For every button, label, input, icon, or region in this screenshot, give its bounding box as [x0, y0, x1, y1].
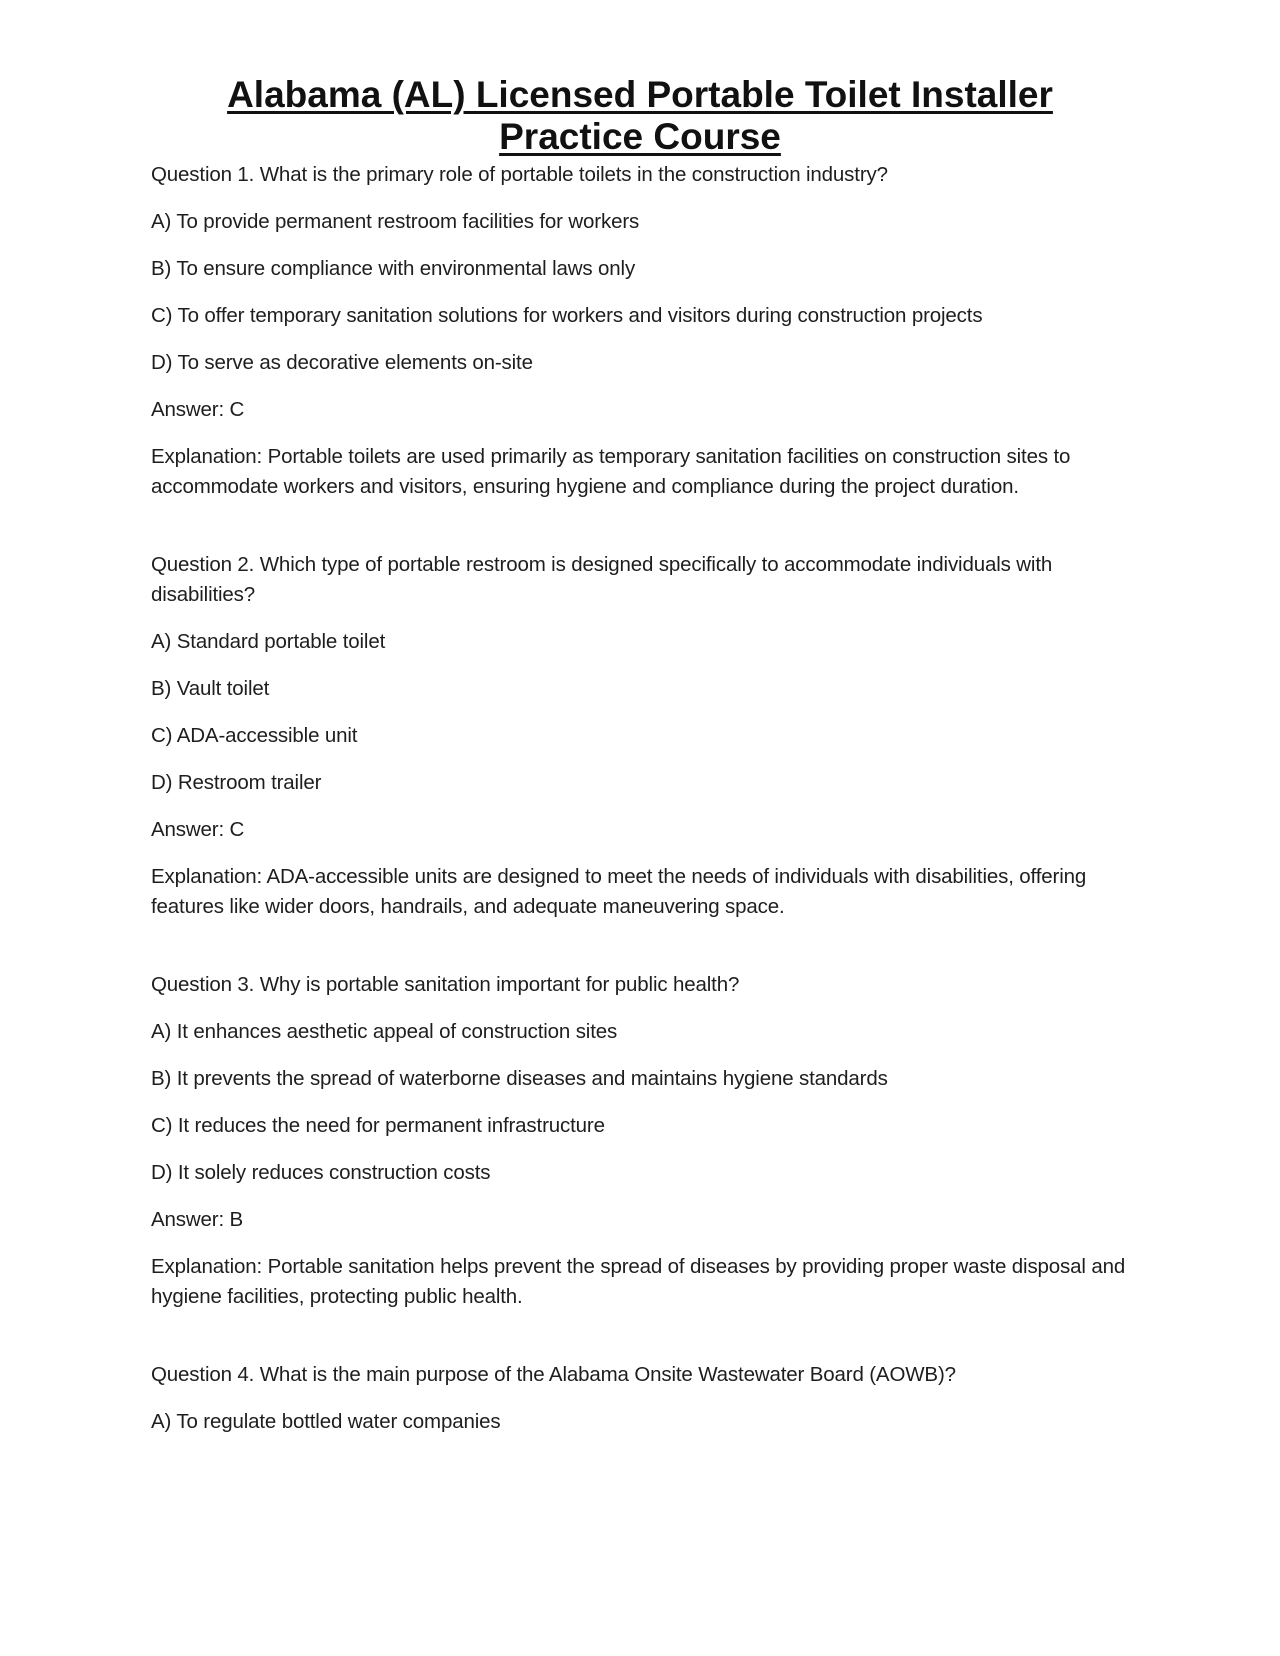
answer-option: D) It solely reduces construction costs: [151, 1161, 491, 1184]
question-text: Question 1. What is the primary role of portable toilets in the construction industry?: [151, 163, 888, 186]
question-text: Question 3. Why is portable sanitation important for public health?: [151, 973, 740, 996]
document-title: [0, 74, 1280, 158]
question-block: [151, 160, 1141, 502]
question-text: Question 4. What is the main purpose of the Alabama Onsite Wastewater Board (AOWB)?: [151, 1363, 956, 1386]
answer-option: A) Standard portable toilet: [151, 630, 386, 653]
answer-option: B) Vault toilet: [151, 677, 270, 700]
question-block: [151, 970, 1141, 1312]
question-text: Question 2. Which type of portable restroom is designed specifically to accommodate individuals with disabilities?: [151, 553, 1053, 606]
answer-option: A) To provide permanent restroom facilities for workers: [151, 210, 640, 233]
title-line-1: Alabama (AL) Licensed Portable Toilet Installer: [227, 74, 1053, 115]
answer-key: Answer: C: [151, 398, 245, 421]
question-block: [151, 1360, 1141, 1437]
question-block: [151, 550, 1141, 922]
answer-option: A) To regulate bottled water companies: [151, 1410, 501, 1433]
explanation-text: Explanation: ADA-accessible units are designed to meet the needs of individuals with disabilities, offering features like wider doors, handrails, and adequate maneuvering space.: [151, 865, 1087, 918]
answer-option: D) To serve as decorative elements on-site: [151, 351, 533, 374]
answer-option: D) Restroom trailer: [151, 771, 322, 794]
answer-key: Answer: B: [151, 1208, 244, 1231]
answer-option: C) To offer temporary sanitation solutions for workers and visitors during construction projects: [151, 304, 983, 327]
answer-option: B) It prevents the spread of waterborne diseases and maintains hygiene standards: [151, 1067, 888, 1090]
explanation-text: Explanation: Portable sanitation helps prevent the spread of diseases by providing proper waste disposal and hygiene facilities, protecting public health.: [151, 1255, 1126, 1308]
explanation-text: Explanation: Portable toilets are used primarily as temporary sanitation facilities on construction sites to accommodate workers and visitors, ensuring hygiene and compliance during the project duration.: [151, 445, 1071, 498]
answer-key: Answer: C: [151, 818, 245, 841]
answer-option: C) ADA-accessible unit: [151, 724, 358, 747]
answer-option: A) It enhances aesthetic appeal of construction sites: [151, 1020, 618, 1043]
answer-option: B) To ensure compliance with environmental laws only: [151, 257, 636, 280]
question-list: [151, 160, 1141, 1485]
title-line-2: Practice Course: [499, 116, 781, 157]
answer-option: C) It reduces the need for permanent infrastructure: [151, 1114, 605, 1137]
